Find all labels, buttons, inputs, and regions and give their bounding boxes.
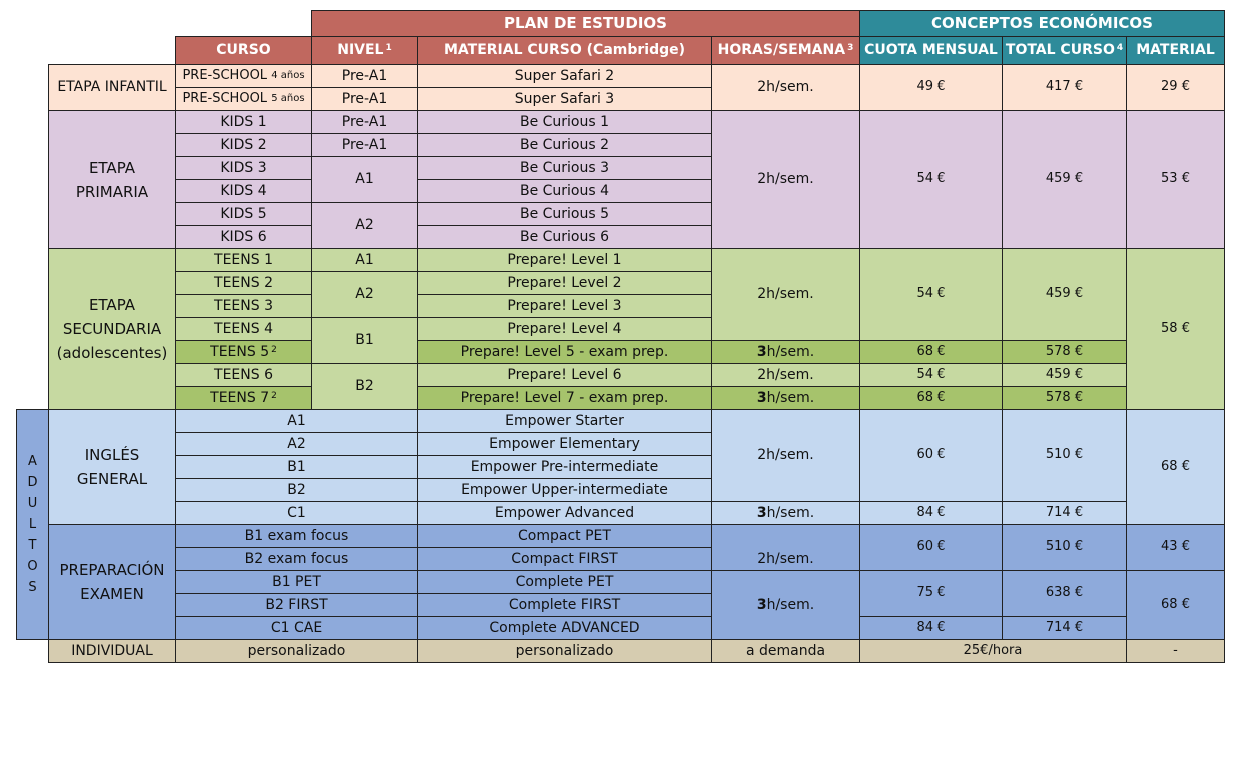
- material-price-cell: 68 €: [1126, 409, 1225, 525]
- total-cell: 510 €: [1002, 524, 1127, 571]
- material-cell: Empower Starter: [417, 409, 712, 433]
- stage-ingles-general: INGLÉS GENERAL: [48, 409, 176, 525]
- stage-individual: INDIVIDUAL: [48, 639, 176, 663]
- cuota-cell: 84 €: [859, 616, 1003, 640]
- material-cell: Empower Upper-intermediate: [417, 478, 712, 502]
- cuota-cell: 68 €: [859, 340, 1003, 364]
- horas-cell: a demanda: [711, 639, 860, 663]
- total-cell: 459 €: [1002, 248, 1127, 341]
- total-cell: 417 €: [1002, 64, 1127, 111]
- material-price-cell: 53 €: [1126, 110, 1225, 249]
- material-cell: Prepare! Level 7 - exam prep.: [417, 386, 712, 410]
- cuota-cell: 49 €: [859, 64, 1003, 111]
- cuota-cell: 54 €: [859, 248, 1003, 341]
- material-price-cell: 68 €: [1126, 570, 1225, 640]
- material-cell: Empower Elementary: [417, 432, 712, 456]
- table-row: B2 exam focus: [175, 547, 418, 571]
- col-nivel: NIVEL $^1$: [311, 36, 418, 65]
- table-row: PRE-SCHOOL 5 años: [175, 87, 312, 111]
- material-cell: Be Curious 4: [417, 179, 712, 203]
- nivel-cell: Pre-A1: [311, 110, 418, 134]
- header-spacer: [16, 10, 311, 36]
- horas-cell: 2h/sem.: [711, 248, 860, 341]
- stage-primaria: ETAPA PRIMARIA: [48, 110, 176, 249]
- horas-cell: 2h/sem.: [711, 110, 860, 249]
- col-material-curso: MATERIAL CURSO (Cambridge): [417, 36, 712, 65]
- horas-cell: 2h/sem.: [711, 524, 860, 571]
- col-horas: HORAS/SEMANA $^3$: [711, 36, 860, 65]
- nivel-cell: A1: [311, 248, 418, 272]
- material-cell: Be Curious 1: [417, 110, 712, 134]
- material-cell: Be Curious 6: [417, 225, 712, 249]
- table-row: C1 CAE: [175, 616, 418, 640]
- material-price-cell: -: [1126, 639, 1225, 663]
- total-cell: 578 €: [1002, 340, 1127, 364]
- material-cell: Prepare! Level 3: [417, 294, 712, 318]
- course-price-table: [16, 10, 1224, 662]
- table-row: PRE-SCHOOL 4 años: [175, 64, 312, 88]
- material-cell: Complete FIRST: [417, 593, 712, 617]
- cuota-cell: 60 €: [859, 524, 1003, 571]
- nivel-cell: A1: [311, 156, 418, 203]
- table-row: TEENS 5 $^2$: [175, 340, 312, 364]
- total-cell: 459 €: [1002, 363, 1127, 387]
- horas-cell: 2h/sem.: [711, 363, 860, 387]
- left-spacer: [16, 64, 48, 432]
- table-row: B1 PET: [175, 570, 418, 594]
- plan-header: PLAN DE ESTUDIOS: [311, 10, 860, 37]
- material-cell: Compact FIRST: [417, 547, 712, 571]
- material-cell: Super Safari 2: [417, 64, 712, 88]
- nivel-cell: B1: [311, 317, 418, 364]
- table-row: KIDS 3: [175, 156, 312, 180]
- material-price-cell: 58 €: [1126, 248, 1225, 410]
- cuota-cell: 84 €: [859, 501, 1003, 525]
- nivel-cell: A2: [311, 271, 418, 318]
- cuota-cell: 54 €: [859, 110, 1003, 249]
- table-row: KIDS 4: [175, 179, 312, 203]
- left-spacer: [16, 639, 48, 662]
- material-cell: Prepare! Level 4: [417, 317, 712, 341]
- table-row: KIDS 6: [175, 225, 312, 249]
- header-spacer: [16, 36, 175, 64]
- nivel-cell: B2: [311, 363, 418, 410]
- horas-cell: 3 h/sem.: [711, 340, 860, 364]
- table-row: personalizado: [175, 639, 418, 663]
- nivel-cell: A2: [311, 202, 418, 249]
- col-material: MATERIAL: [1126, 36, 1225, 65]
- cuota-cell: 68 €: [859, 386, 1003, 410]
- col-curso: CURSO: [175, 36, 312, 65]
- horas-cell: 2h/sem.: [711, 409, 860, 502]
- stage-infantil: ETAPA INFANTIL: [48, 64, 176, 111]
- economic-header: CONCEPTOS ECONÓMICOS: [859, 10, 1225, 37]
- material-cell: personalizado: [417, 639, 712, 663]
- table-row: B1 exam focus: [175, 524, 418, 548]
- material-cell: Compact PET: [417, 524, 712, 548]
- material-cell: Be Curious 3: [417, 156, 712, 180]
- total-cell: 459 €: [1002, 110, 1127, 249]
- cuota-cell: 75 €: [859, 570, 1003, 617]
- material-cell: Be Curious 5: [417, 202, 712, 226]
- table-row: B2 FIRST: [175, 593, 418, 617]
- table-row: KIDS 5: [175, 202, 312, 226]
- material-cell: Prepare! Level 6: [417, 363, 712, 387]
- total-cell: 638 €: [1002, 570, 1127, 617]
- table-row: KIDS 1: [175, 110, 312, 134]
- stage-secundaria: ETAPA SECUNDARIA (adolescentes): [48, 248, 176, 410]
- total-cell: 510 €: [1002, 409, 1127, 502]
- material-cell: Empower Pre-intermediate: [417, 455, 712, 479]
- table-row: TEENS 4: [175, 317, 312, 341]
- table-row: KIDS 2: [175, 133, 312, 157]
- total-cell: 714 €: [1002, 616, 1127, 640]
- cuota-cell: 54 €: [859, 363, 1003, 387]
- stage-preparacion-examen: PREPARACIÓN EXAMEN: [48, 524, 176, 640]
- material-cell: Prepare! Level 2: [417, 271, 712, 295]
- nivel-cell: Pre-A1: [311, 64, 418, 88]
- adultos-label: A D U L T O S: [16, 409, 49, 640]
- material-cell: Prepare! Level 1: [417, 248, 712, 272]
- table-row: TEENS 3: [175, 294, 312, 318]
- material-cell: Complete PET: [417, 570, 712, 594]
- nivel-cell: Pre-A1: [311, 87, 418, 111]
- table-row: A1: [175, 409, 418, 433]
- cuota-cell: 60 €: [859, 409, 1003, 502]
- table-row: C1: [175, 501, 418, 525]
- material-price-cell: 29 €: [1126, 64, 1225, 111]
- material-cell: Prepare! Level 5 - exam prep.: [417, 340, 712, 364]
- price-cell: 25€/hora: [859, 639, 1127, 663]
- table-row: TEENS 6: [175, 363, 312, 387]
- table-row: TEENS 2: [175, 271, 312, 295]
- material-cell: Empower Advanced: [417, 501, 712, 525]
- table-row: A2: [175, 432, 418, 456]
- material-cell: Super Safari 3: [417, 87, 712, 111]
- table-row: TEENS 1: [175, 248, 312, 272]
- col-total: TOTAL CURSO $^4$: [1002, 36, 1127, 65]
- material-cell: Be Curious 2: [417, 133, 712, 157]
- horas-cell: 3 h/sem.: [711, 501, 860, 525]
- table-row: TEENS 7 $^2$: [175, 386, 312, 410]
- material-price-cell: 43 €: [1126, 524, 1225, 571]
- total-cell: 578 €: [1002, 386, 1127, 410]
- horas-cell: 3 h/sem.: [711, 570, 860, 640]
- horas-cell: 3 h/sem.: [711, 386, 860, 410]
- total-cell: 714 €: [1002, 501, 1127, 525]
- material-cell: Complete ADVANCED: [417, 616, 712, 640]
- table-row: B1: [175, 455, 418, 479]
- horas-cell: 2h/sem.: [711, 64, 860, 111]
- table-row: B2: [175, 478, 418, 502]
- col-cuota: CUOTA MENSUAL: [859, 36, 1003, 65]
- nivel-cell: Pre-A1: [311, 133, 418, 157]
